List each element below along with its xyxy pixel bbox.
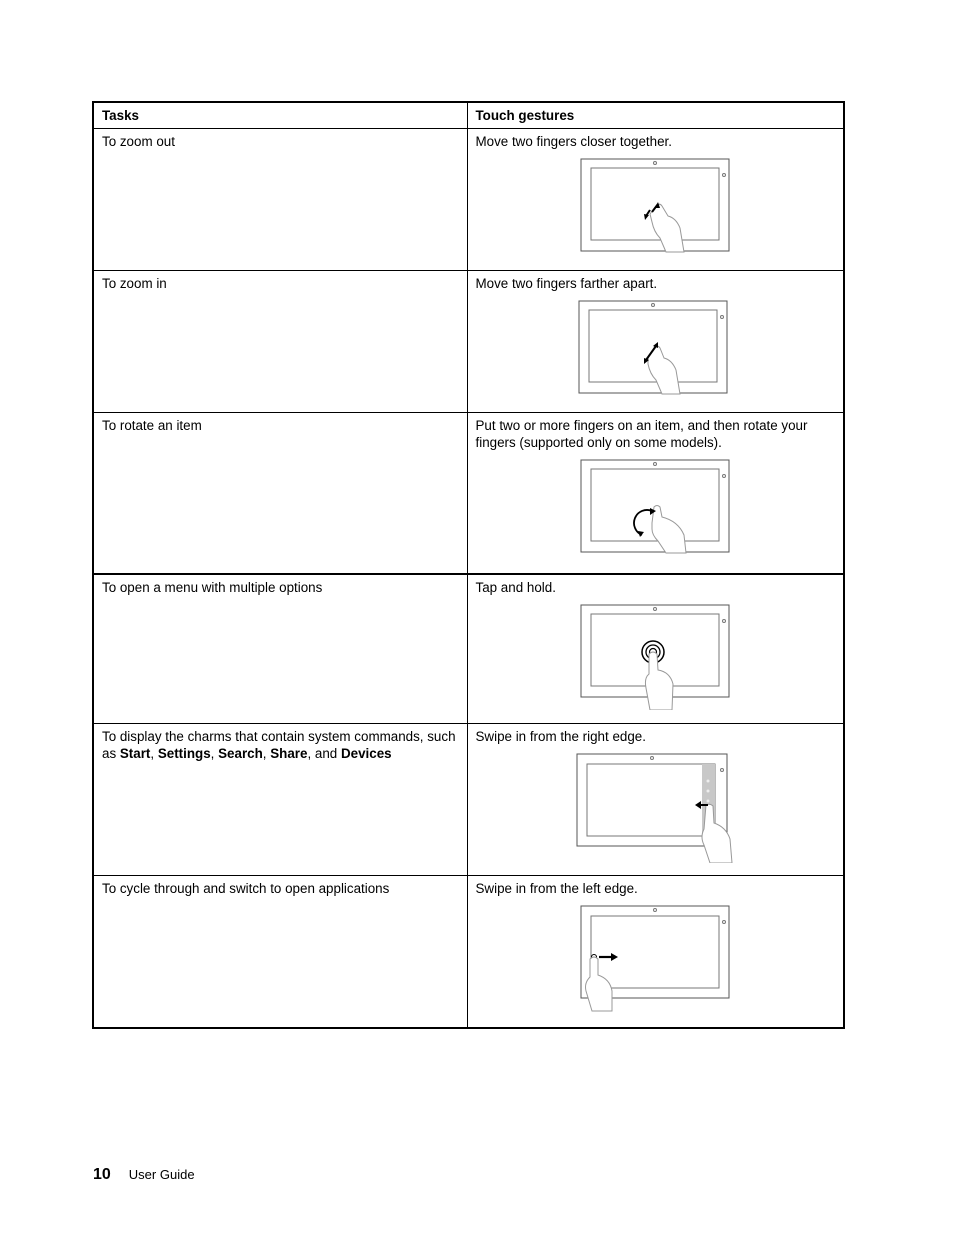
task-cell: To open a menu with multiple options <box>93 574 467 724</box>
rotate-icon <box>580 459 836 555</box>
gesture-text: Put two or more fingers on an item, and then rotate your fingers (supported only on some models). <box>475 418 808 450</box>
gesture-cell <box>467 724 844 876</box>
document-title: User Guide <box>128 1167 195 1182</box>
gesture-cell <box>467 876 844 1028</box>
gesture-text: Swipe in from the right edge. <box>475 729 646 744</box>
header-tasks: Tasks <box>93 102 467 129</box>
task-cell: To display the charms that contain system commands, such as Start, Settings, Search, Share, and Devices <box>93 724 467 876</box>
gestures-table <box>92 101 845 1029</box>
page-number: 10 <box>93 1166 111 1183</box>
term-settings: Settings <box>157 746 211 761</box>
table-row <box>93 129 844 271</box>
table-row <box>93 574 844 724</box>
term-start: Start <box>119 746 151 761</box>
zoom-in-icon <box>578 300 836 396</box>
page-footer <box>93 1166 195 1184</box>
zoom-out-icon <box>580 158 836 254</box>
swipe-right-edge-icon <box>576 753 836 863</box>
table-row <box>93 413 844 574</box>
gesture-cell <box>467 271 844 413</box>
table-row <box>93 876 844 1028</box>
gesture-cell <box>467 129 844 271</box>
task-cell: To zoom in <box>93 271 467 413</box>
table-header-row <box>93 102 844 129</box>
task-cell: To cycle through and switch to open applications <box>93 876 467 1028</box>
task-cell: To zoom out <box>93 129 467 271</box>
task-cell: To rotate an item <box>93 413 467 574</box>
tap-hold-icon <box>580 604 836 710</box>
header-touch-gestures: Touch gestures <box>467 102 844 129</box>
table-row <box>93 724 844 876</box>
gesture-cell <box>467 413 844 574</box>
gesture-cell <box>467 574 844 724</box>
term-devices: Devices <box>340 746 392 761</box>
gesture-text: Tap and hold. <box>475 579 556 595</box>
gesture-text: Move two fingers closer together. <box>475 134 672 149</box>
gesture-text: Move two fingers farther apart. <box>475 276 658 291</box>
term-search: Search <box>218 746 263 761</box>
gesture-text: Swipe in from the left edge. <box>475 881 638 896</box>
table-row <box>93 271 844 413</box>
term-share: Share <box>270 746 308 761</box>
swipe-left-edge-icon <box>580 905 836 1015</box>
